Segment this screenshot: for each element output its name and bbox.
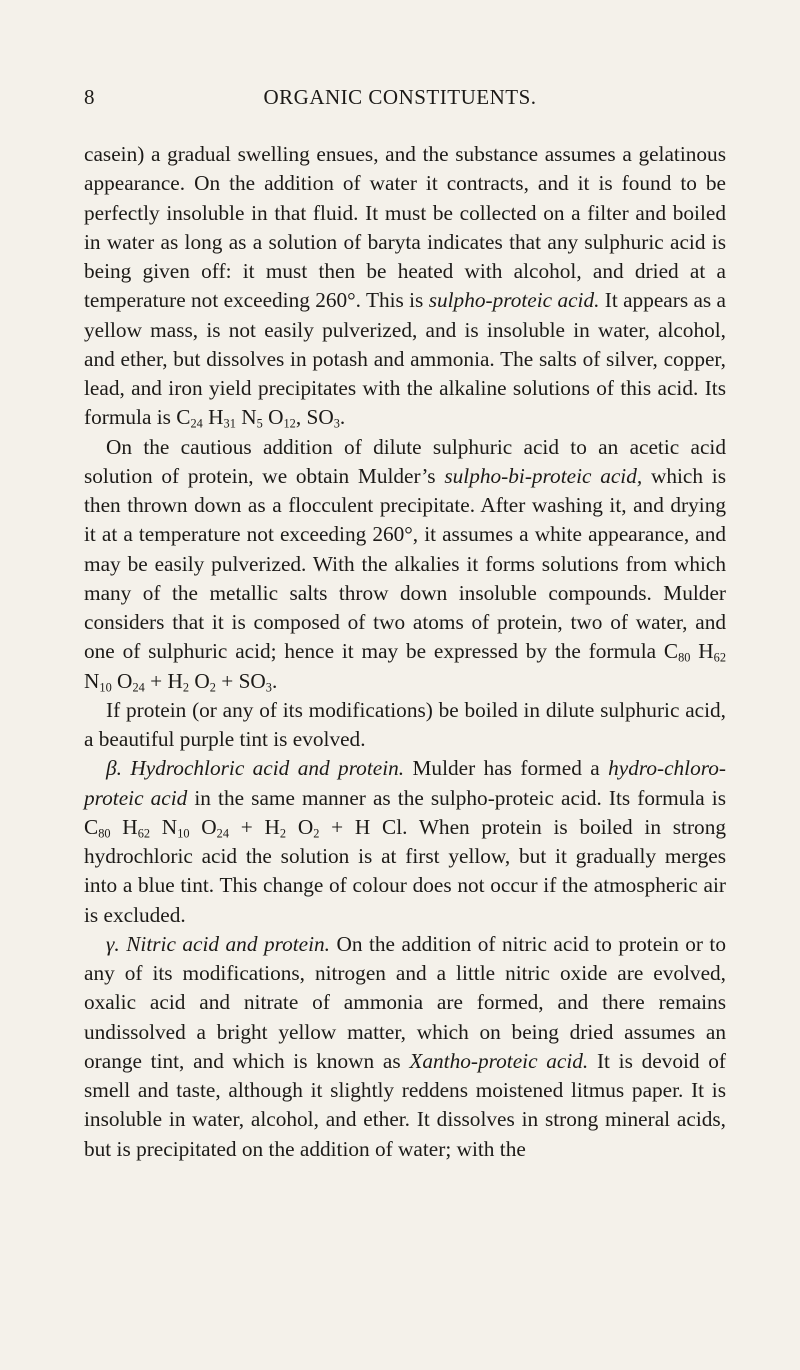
paragraph-sulpho-proteic: casein) a gradual swelling ensues, and the substance assumes a gelatinous appearance. On the addition of water it contracts, and it is found to be perfectly insoluble in that fluid. It must be collected on a filter and boiled in water as long as a solution of baryta indicates that any sulphuric acid is being given off: it must then be heated with alcohol, and dried at a temperature not exceeding 260°. This is sulpho-proteic acid. It appears as a yellow mass, is not easily pulverized, and is insoluble in water, alcohol, and ether, but dissolves in potash and ammonia. The salts of silver, copper, lead, and iron yield precipitates with the alkaline solutions of this acid. Its formula is $C_{24}$ $H_{31}$ $N_5$ $O_{12}$, $SO_3$. xyxy=(84,142,726,431)
section-heading-nitric: γ. Nitric acid and protein. xyxy=(106,931,330,956)
page-number: 8 xyxy=(84,85,95,109)
term-hydro-chloro-proteic-acid: hydro-chloro-proteic acid xyxy=(84,756,726,810)
term-sulpho-proteic-acid: sulpho-proteic acid. xyxy=(428,288,600,313)
section-heading-hydrochloric: β. Hydrochloric acid and protein. xyxy=(106,756,405,781)
paragraph-nitric: γ. Nitric acid and protein. On the addition of nitric acid to protein or to any of its modifications, nitrogen and a little nitric oxide are evolved, oxalic acid and nitrate of ammonia are formed, and there remains undissolved a bright yellow matter, which on being dried assumes an orange tint, and which is known as Xantho-proteic acid. It is devoid of smell and taste, although it slightly reddens moistened litmus paper. It is insoluble in water, alcohol, and ether. It dissolves in strong mineral acids, but is precipitated on the addition of water; with the xyxy=(84,931,727,1161)
page-header xyxy=(0,85,800,115)
term-sulpho-bi-proteic-acid: sulpho-bi-proteic acid, xyxy=(444,463,643,488)
paragraph-hydrochloric: β. Hydrochloric acid and protein. Mulder has formed a hydro-chloro-proteic acid in the same manner as the sulpho-proteic acid. Its formula is $C_{80}$ $H_{62}$ $N_{10}$ $O_{24} + H_2$ $O_2 + H$ Cl. When protein is boiled in strong hydrochloric acid the solution is at first yellow, but it gradually merges into a blue tint. This change of colour does not occur if the atmospheric air is excluded. xyxy=(84,756,726,927)
paragraph-purple-tint: If protein (or any of its modifications) be boiled in dilute sulphuric acid, a beautiful purple tint is evolved. xyxy=(84,697,726,751)
paragraph-sulpho-bi-proteic: On the cautious addition of dilute sulphuric acid to an acetic acid solution of protein, we obtain Mulder’s sulpho-bi-proteic acid, which is then thrown down as a flocculent precipitate. After washing it, and drying it at a temperature not exceeding 260°, it assumes a white appearance, and may be easily pulverized. With the alkalies it forms solutions from which many of the metallic salts throw down insoluble compounds. Mulder considers that it is composed of two atoms of protein, two of water, and one of sulphuric acid; hence it may be expressed by the formula $C_{80}$ $H_{62}$ $N_{10}$ $O_{24} + H_2$ $O_2 + SO_3$. xyxy=(84,434,726,694)
term-xantho-proteic-acid: Xantho-proteic acid. xyxy=(409,1048,589,1073)
body-text xyxy=(84,140,726,1164)
running-head: ORGANIC CONSTITUENTS. xyxy=(263,85,537,109)
